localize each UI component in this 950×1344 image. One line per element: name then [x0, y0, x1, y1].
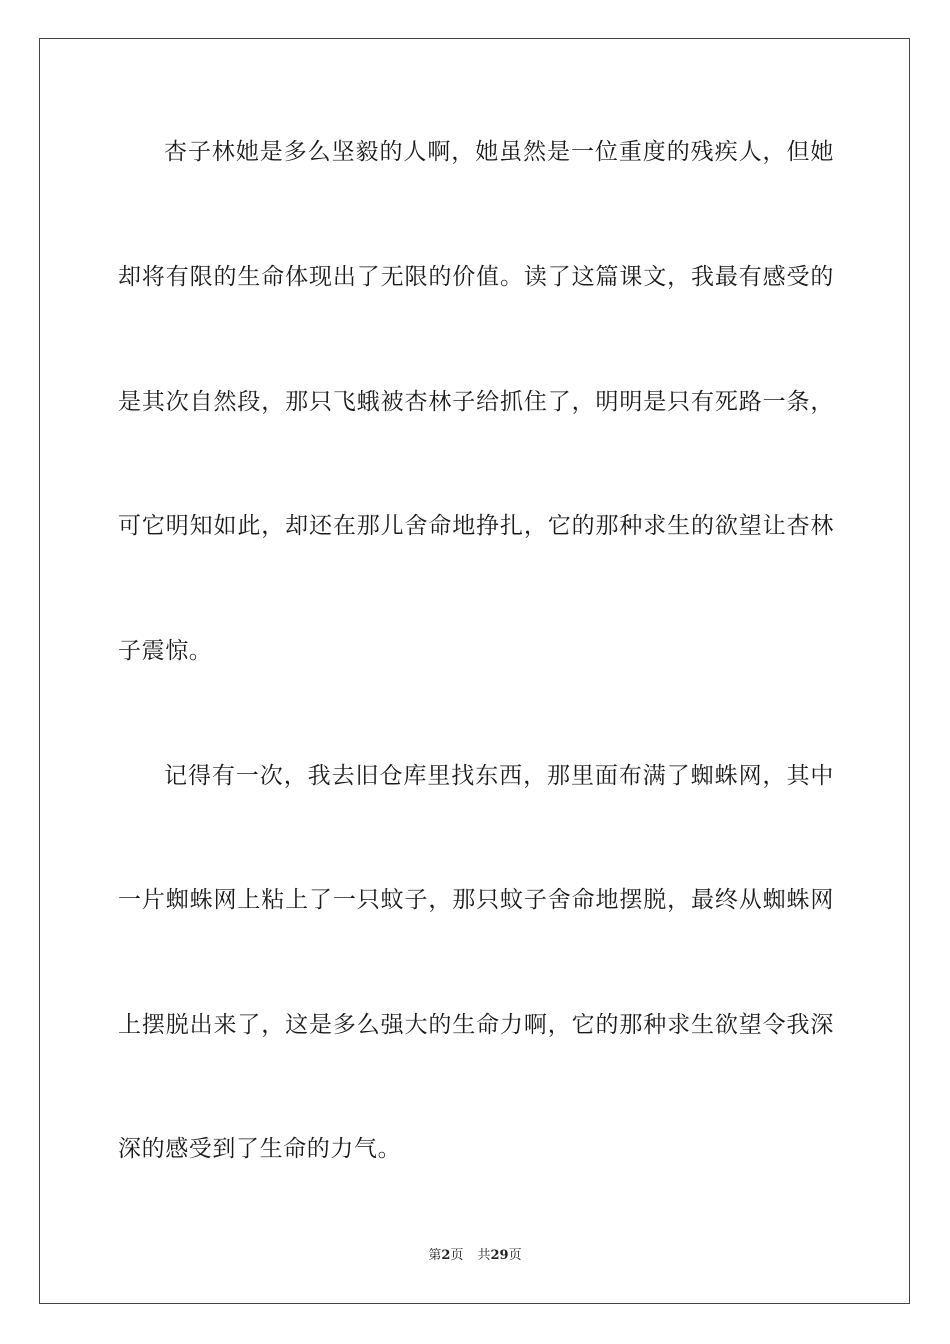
page-footer [0, 1247, 950, 1265]
paragraph-1-line-2: 却将有限的生命体现出了无限的价值。读了这篇课文，我最有感受的 [118, 264, 834, 290]
page-border [39, 38, 910, 1304]
paragraph-1-line-4: 可它明知如此，却还在那儿舍命地挣扎，它的那种求生的欲望让杏林 [118, 513, 834, 539]
page-prefix: 第 [428, 1248, 442, 1263]
paragraph-2-line-3: 上摆脱出来了，这是多么强大的生命力啊，它的那种求生欲望令我深 [118, 1012, 834, 1038]
paragraph-2-line-4: 深的感受到了生命的力气。 [118, 1136, 402, 1162]
total-suffix: 页 [508, 1248, 522, 1263]
paragraph-1-line-1: 杏子林她是多么坚毅的人啊，她虽然是一位重度的残疾人，但她 [164, 139, 834, 165]
paragraph-2-line-1: 记得有一次，我去旧仓库里找东西，那里面布满了蜘蛛网，其中 [164, 763, 834, 789]
total-pages: 29 [490, 1248, 509, 1263]
paragraph-1-line-3: 是其次自然段，那只飞蛾被杏林子给抓住了，明明是只有死路一条， [118, 389, 834, 415]
page-number: 2 [441, 1248, 451, 1263]
page-suffix: 页 [450, 1248, 464, 1263]
total-prefix: 共 [477, 1248, 491, 1263]
paragraph-2-line-2: 一片蜘蛛网上粘上了一只蚊子，那只蚊子舍命地摆脱，最终从蜘蛛网 [118, 887, 834, 913]
paragraph-1-line-5: 子震惊。 [118, 638, 213, 664]
